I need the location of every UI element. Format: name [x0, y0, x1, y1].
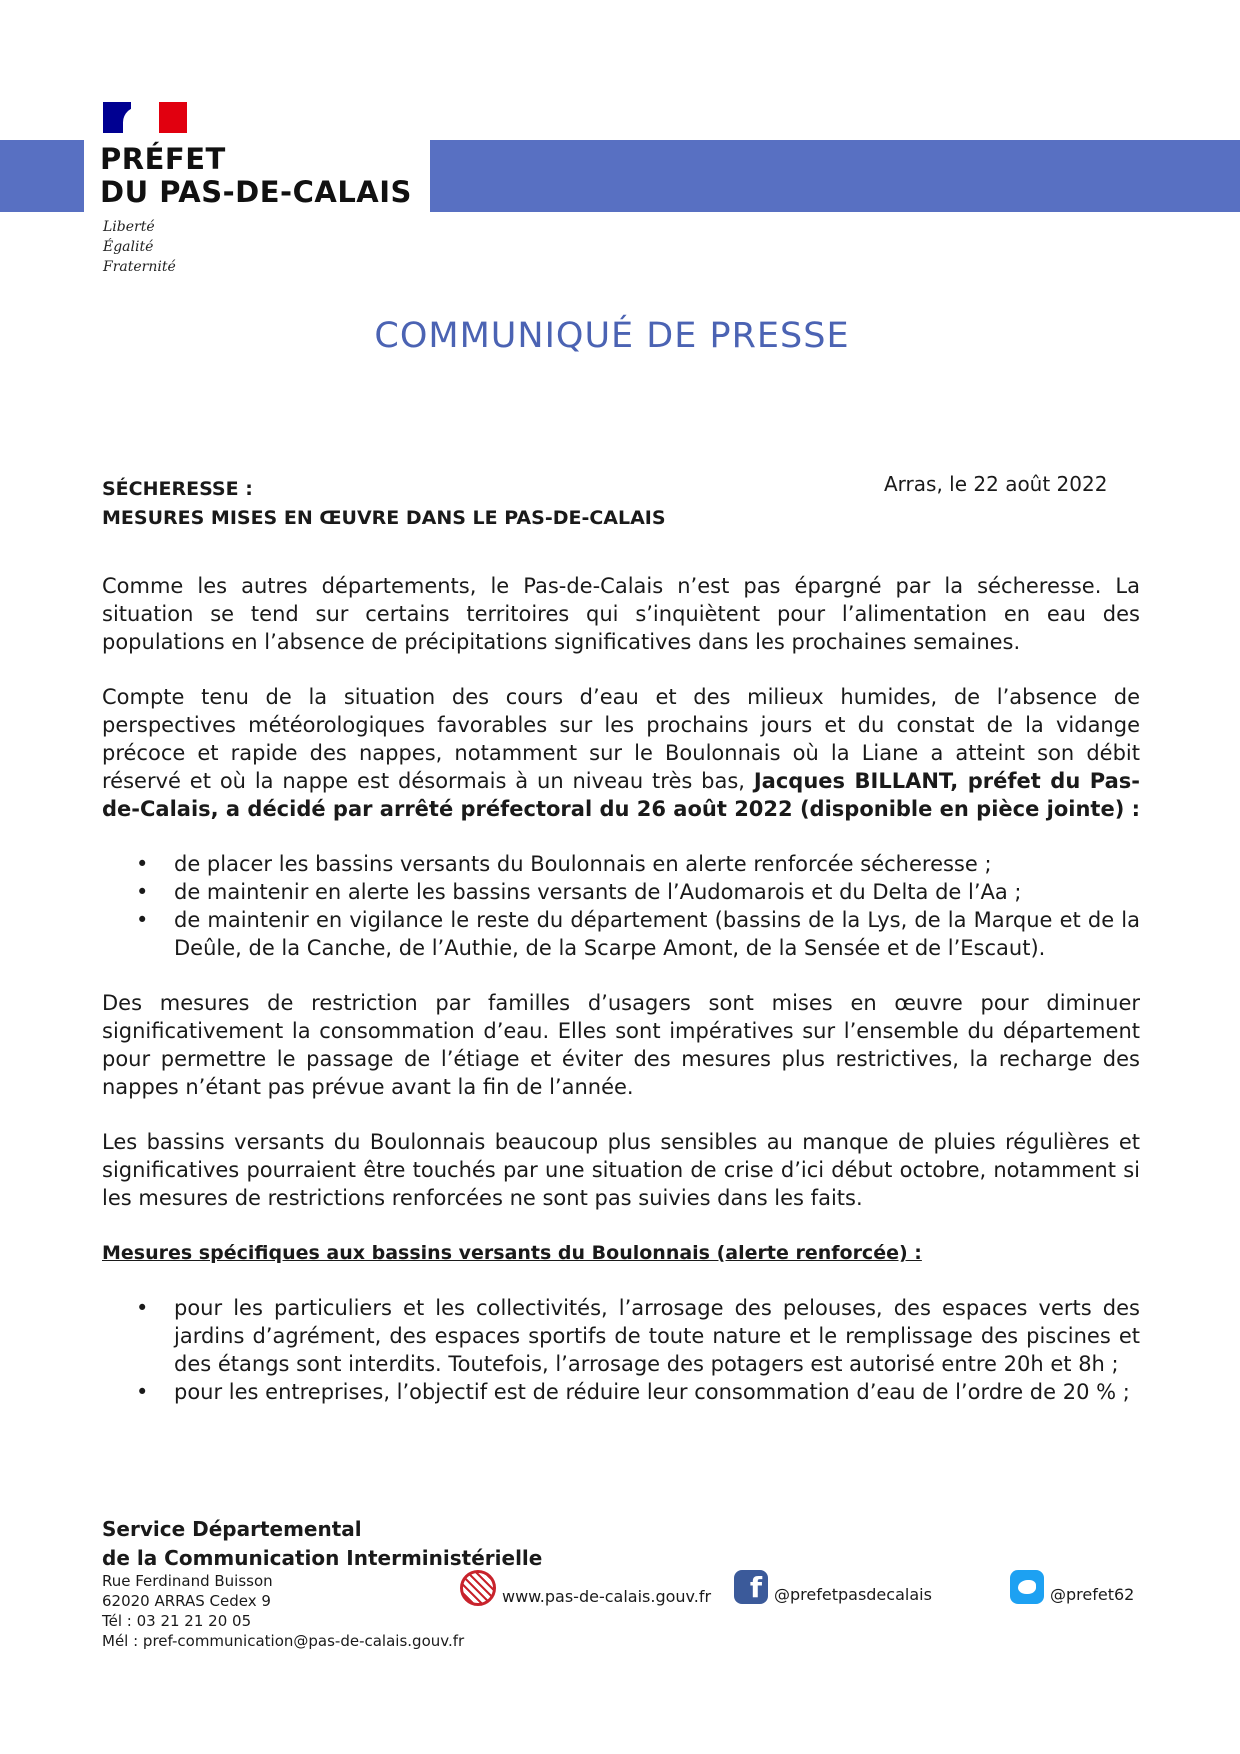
twitter-icon [1010, 1570, 1044, 1604]
address-city: 62020 ARRAS Cedex 9 [102, 1592, 271, 1610]
prefet-line2: DU PAS-DE-CALAIS [100, 175, 412, 209]
subject-line2: MESURES MISES EN ŒUVRE DANS LE PAS-DE-CALAIS [102, 507, 666, 529]
address-email: Mél : pref-communication@pas-de-calais.gouv.fr [102, 1632, 465, 1650]
subject-line1: SÉCHERESSE : [102, 478, 253, 500]
facebook-link[interactable] [734, 1570, 932, 1604]
republique-flag-logo [103, 102, 187, 133]
paragraph-3: Des mesures de restriction par familles d’usagers sont mises en œuvre pour diminuer significativement la consommation d’eau. Elles sont impératives sur l’ensemble du département pour permettre le passage de l’étiage et éviter des mesures plus restrictives, la recharge des nappes n’étant pas prévue avant la fin de l’année. [102, 991, 1140, 1099]
address-phone: Tél : 03 21 21 20 05 [102, 1612, 252, 1630]
list-item: • pour les entreprises, l’objectif est de réduire leur consommation d’eau de l’ordre de 20 % ; [174, 1378, 1140, 1406]
footer-address [102, 1571, 464, 1651]
marianne-icon [123, 106, 153, 133]
body-content [102, 572, 1140, 1433]
section-heading: Mesures spécifiques aux bassins versants du Boulonnais (alerte renforcée) : [102, 1242, 922, 1264]
globe-icon [460, 1570, 496, 1606]
twitter-text: @prefet62 [1050, 1585, 1135, 1604]
list-item: • de placer les bassins versants du Boulonnais en alerte renforcée sécheresse ; [174, 850, 1140, 878]
decision-list [102, 850, 1140, 962]
address-street: Rue Ferdinand Buisson [102, 1572, 273, 1590]
list-item: • pour les particuliers et les collectivités, l’arrosage des pelouses, des espaces verts des jardins d’agrément, des espaces sportifs de toute nature et le remplissage des piscines et des étangs sont interdits. Toutefois, l’arrosage des potagers est autorisé entre 20h et 8h ; [174, 1294, 1140, 1378]
header-band-right [430, 140, 1240, 212]
page-title: COMMUNIQUÉ DE PRESSE [374, 316, 850, 356]
subject [102, 475, 666, 533]
paragraph-2-bold: Jacques BILLANT, préfet du Pas-de-Calais, a décidé par arrêté préfectoral du 26 août 2022 (disponible en pièce jointe) : [102, 769, 1141, 821]
devise-fraternite: Fraternité [103, 259, 176, 275]
facebook-text: @prefetpasdecalais [774, 1585, 932, 1604]
header-band-left [0, 140, 84, 212]
service-line2: de la Communication Interministérielle [102, 1546, 543, 1570]
paragraph-4: Les bassins versants du Boulonnais beaucoup plus sensibles au manque de pluies régulières et significatives pourraient être touchés par une situation de crise d’ici début octobre, notamment si les mesures de restrictions renforcées ne sont pas suivies dans les faits. [102, 1130, 1140, 1210]
facebook-icon: f [734, 1570, 768, 1604]
measures-list [102, 1294, 1140, 1406]
paragraph-2 [102, 683, 1140, 823]
service-line1: Service Départemental [102, 1517, 362, 1541]
list-item: • de maintenir en alerte les bassins versants de l’Audomarois et du Delta de l’Aa ; [174, 878, 1140, 906]
date-line: Arras, le 22 août 2022 [884, 472, 1108, 496]
paragraph-2-text: Compte tenu de la situation des cours d’eau et des milieux humides, de l’absence de perspectives météorologiques favorables sur les prochains jours et du constat de la vidange précoce et rapide des nappes, notamment sur le Boulonnais où la Liane a atteint son débit réservé et où la nappe est désormais à un niveau très bas, [102, 685, 1140, 793]
prefet-logo-text [100, 143, 412, 209]
website-text: www.pas-de-calais.gouv.fr [502, 1587, 712, 1606]
devise-egalite: Égalité [103, 239, 154, 255]
list-item: • de maintenir en vigilance le reste du département (bassins de la Lys, de la Marque et de la Deûle, de la Canche, de l’Authie, de la Scarpe Amont, de la Sensée et de l’Escaut). [174, 906, 1140, 962]
devise [103, 217, 176, 277]
footer-service [102, 1515, 542, 1573]
paragraph-1: Comme les autres départements, le Pas-de-Calais n’est pas épargné par la sécheresse. La situation se tend sur certains territoires qui s’inquiètent pour l’alimentation en eau des populations en l’absence de précipitations significatives dans les prochaines semaines. [102, 574, 1140, 654]
devise-liberte: Liberté [103, 219, 155, 235]
website-link[interactable] [460, 1570, 711, 1606]
prefet-line1: PRÉFET [100, 142, 226, 176]
twitter-link[interactable] [1010, 1570, 1134, 1604]
